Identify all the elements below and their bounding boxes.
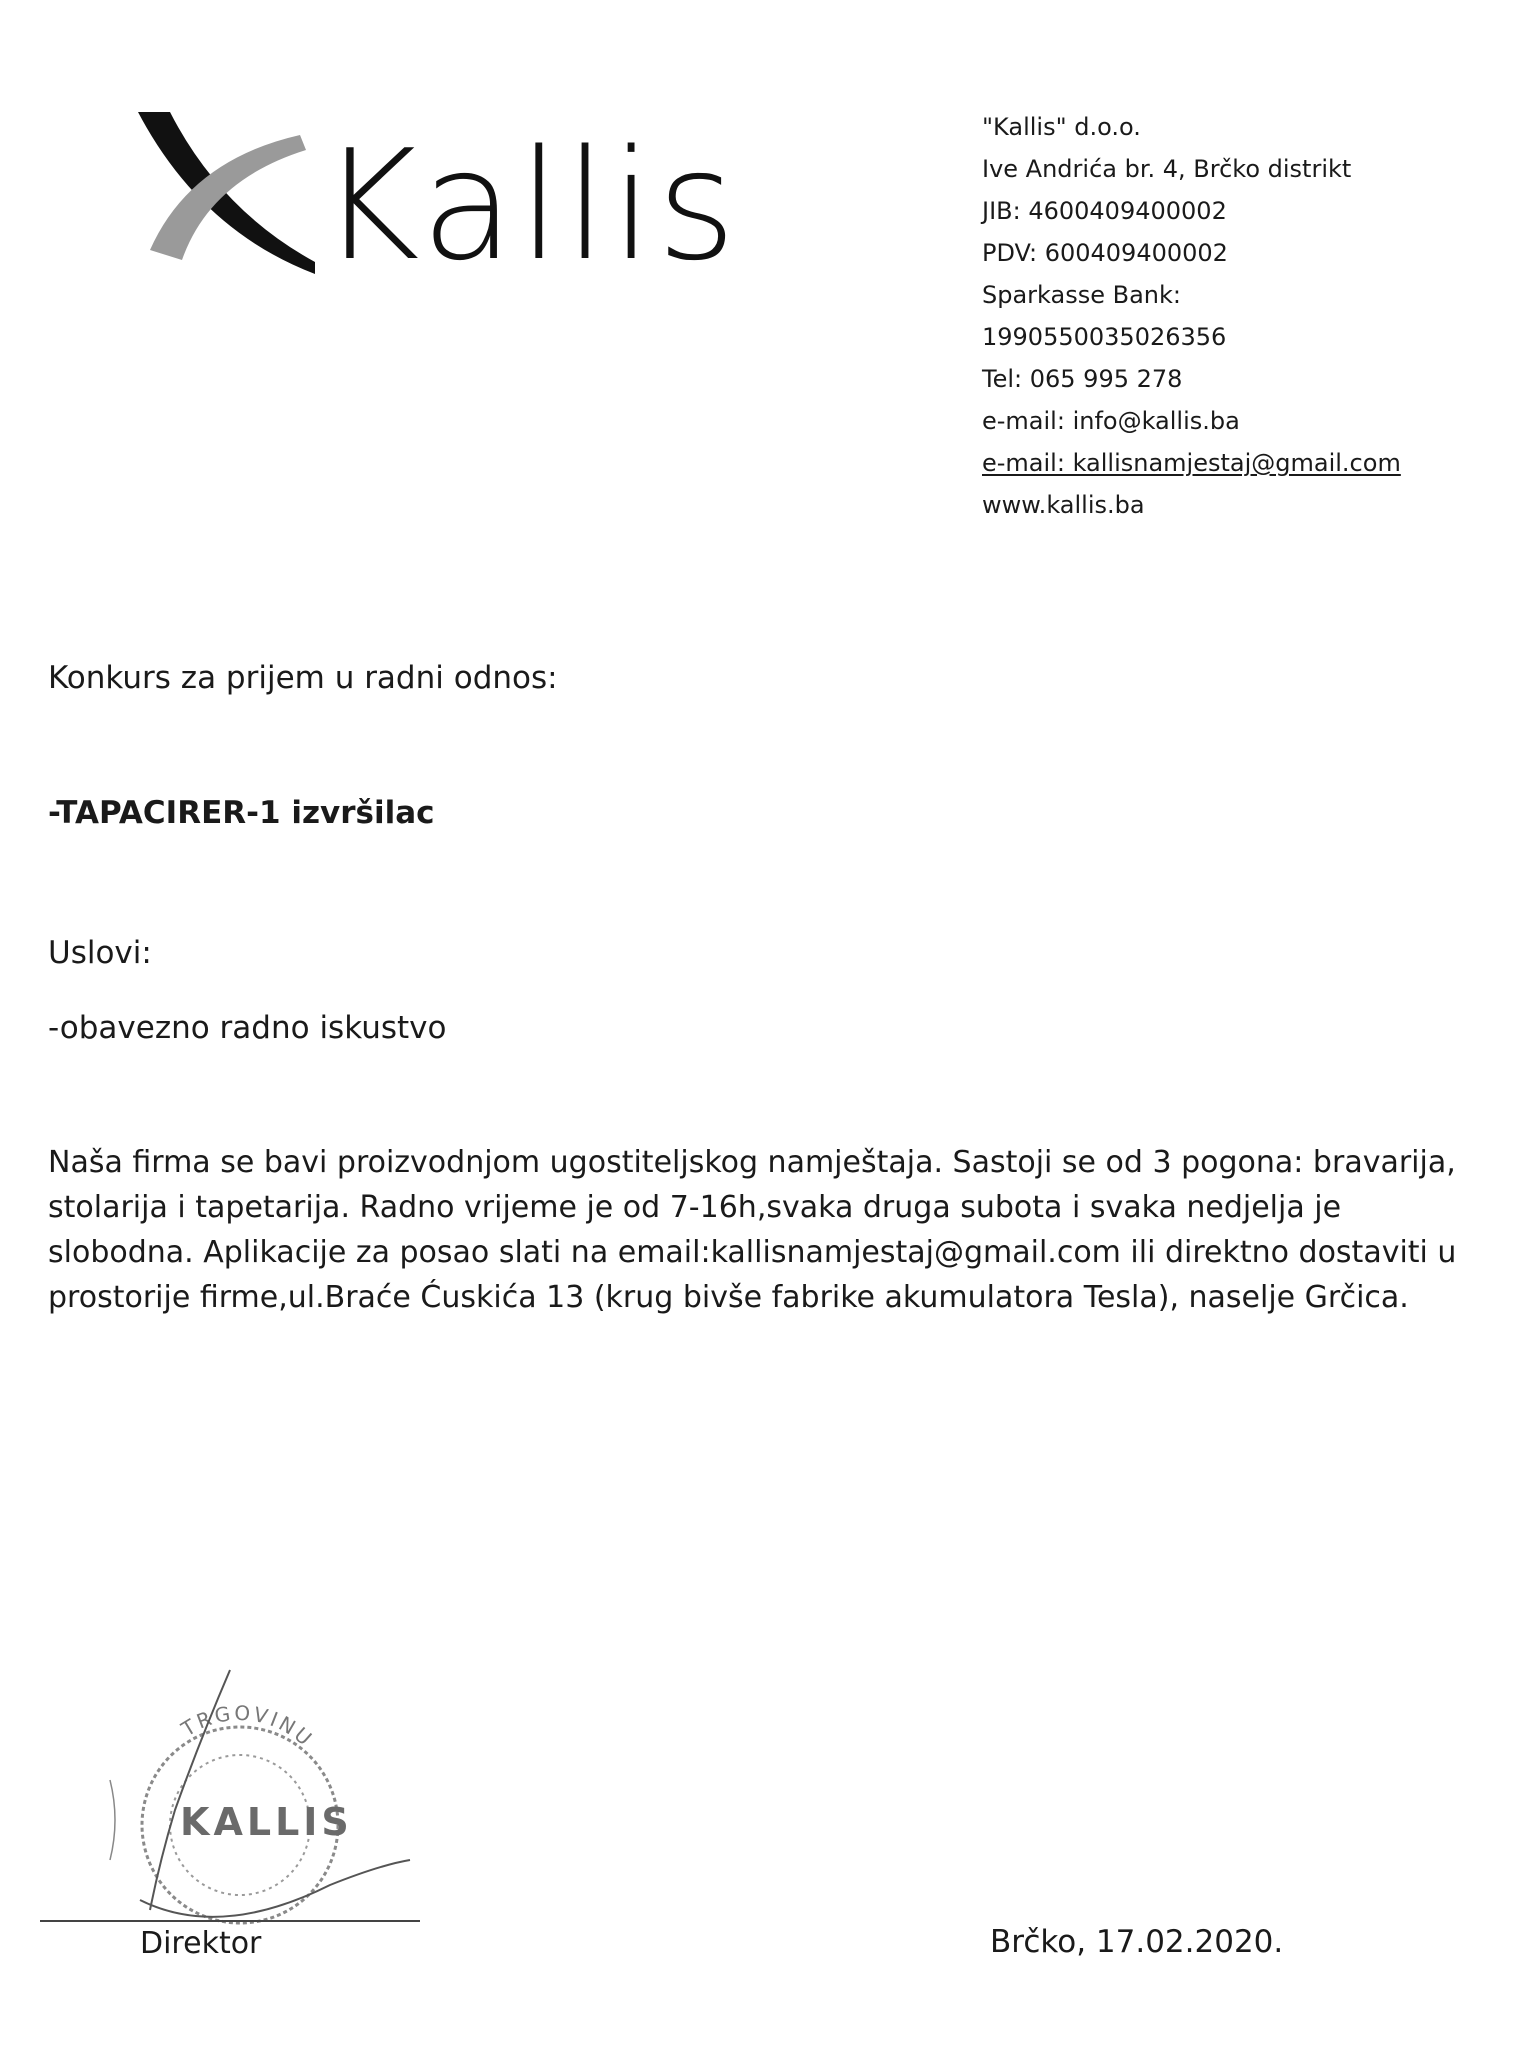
signature-line: [40, 1920, 420, 1922]
company-website: www.kallis.ba: [982, 491, 1145, 519]
paragraph-line: stolarija i tapetarija. Radno vrijeme je od 7-16h,svaka druga subota i svaka nedjelja je: [48, 1190, 1342, 1225]
company-logo: [130, 100, 770, 294]
company-name: "Kallis" d.o.o.: [982, 113, 1141, 141]
paragraph-line: prostorije firme,ul.Braće Ćuskića 13 (krug bivše fabrike akumulatora Tesla), naselje Grčica.: [48, 1280, 1409, 1315]
stamp-arc-text: TRGOVINU: [177, 1700, 319, 1753]
company-bank-label: Sparkasse Bank:: [982, 281, 1181, 309]
paragraph-line: slobodna. Aplikacije za posao slati na email:kallisnamjestaj@gmail.com ili direktno dostaviti u: [48, 1235, 1457, 1270]
company-info: [982, 106, 1482, 526]
company-pdv: PDV: 600409400002: [982, 239, 1228, 267]
signature-title: Direktor: [140, 1926, 262, 1961]
condition-item: -obavezno radno iskustvo: [48, 1010, 447, 1046]
document-intro: Konkurs za prijem u radni odnos:: [48, 660, 558, 696]
logo-wordmark: Kallis: [320, 117, 741, 294]
company-phone: Tel: 065 995 278: [982, 365, 1183, 393]
company-bank-account: 1990550035026356: [982, 323, 1227, 351]
company-description: [48, 1140, 1498, 1320]
conditions-heading: Uslovi:: [48, 935, 152, 971]
paragraph-line: Naša firma se bavi proizvodnjom ugostiteljskog namještaja. Sastoji se od 3 pogona: bravarija,: [48, 1145, 1456, 1180]
job-position: -TAPACIRER-1 izvršilac: [48, 795, 435, 831]
svg-text:TRGOVINU: [176, 1701, 318, 1752]
stamp-name: KALLIS: [180, 1800, 353, 1844]
logo-mark-icon: [130, 100, 330, 290]
document-date: Brčko, 17.02.2020.: [990, 1924, 1284, 1960]
company-email-info: e-mail: info@kallis.ba: [982, 407, 1240, 435]
company-address: Ive Andrića br. 4, Brčko distrikt: [982, 155, 1352, 183]
company-jib: JIB: 4600409400002: [982, 197, 1227, 225]
company-email-gmail: e-mail: kallisnamjestaj@gmail.com: [982, 449, 1401, 477]
